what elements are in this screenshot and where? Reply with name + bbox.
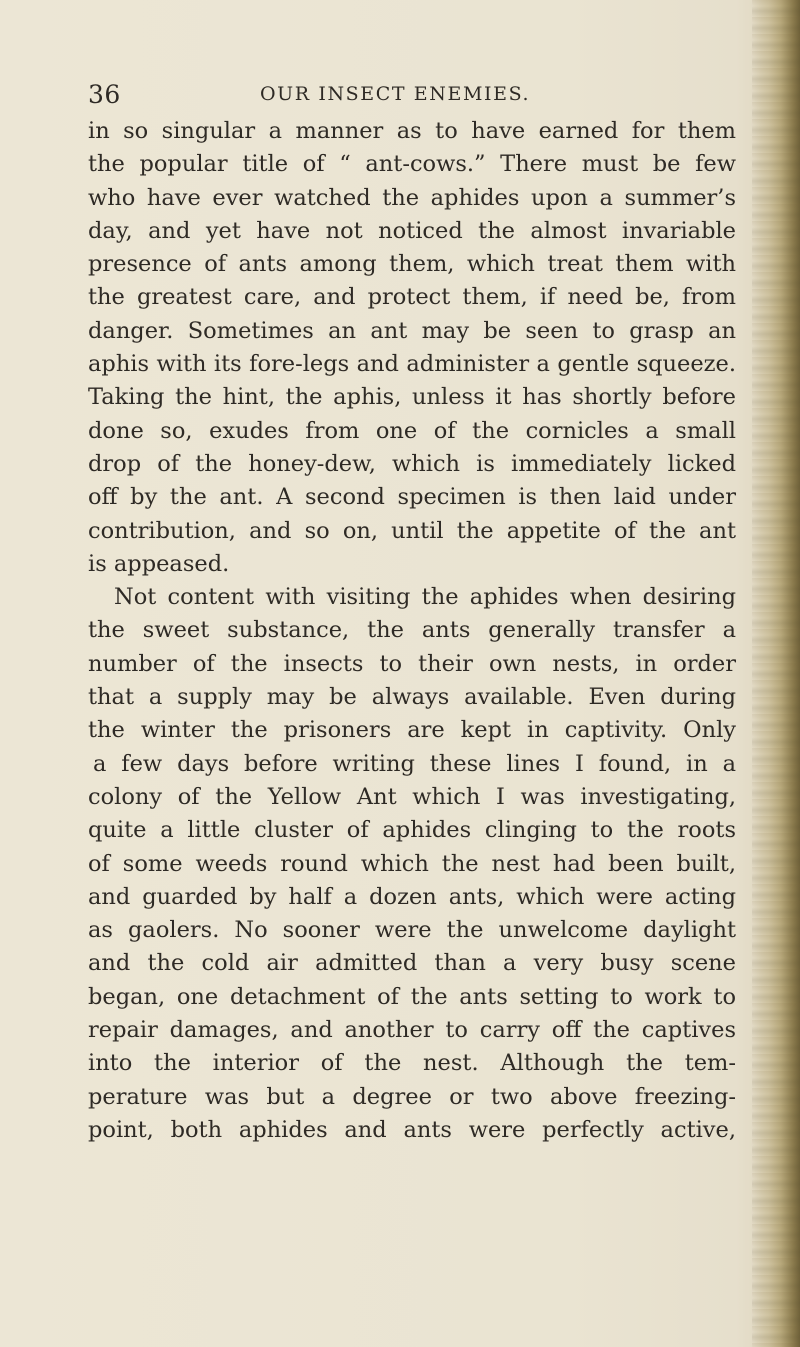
text-line: colony of the Yellow Ant which I was investigating, [88,783,736,810]
text-line: day, and yet have not noticed the almost invariable [88,217,736,244]
text-line: off by the ant. A second specimen is then laid under [88,484,736,511]
text-line: Taking the hint, the aphis, unless it has shortly before [88,384,736,411]
page-number: 36 [88,80,121,109]
text-line: as gaolers. No sooner were the unwelcome daylight [88,917,736,944]
text-line: the greatest care, and protect them, if need be, from [88,284,736,311]
text-line: is appeased. [88,550,230,577]
text-line: began, one detachment of the ants setting to work to [88,983,736,1010]
text-line: quite a little cluster of aphides clinging to the roots [88,817,736,844]
paragraph-start-line: Not content with visiting the aphides when desiring [114,584,736,611]
text-line: point, both aphides and ants were perfectly active, [88,1116,736,1143]
text-line: that a supply may be always available. Even during [88,684,736,711]
text-line: in so singular a manner as to have earned for them [88,118,736,144]
text-line: the sweet substance, the ants generally transfer a [88,617,736,644]
text-line: danger. Sometimes an ant may be seen to grasp an [88,317,736,344]
text-line: and guarded by half a dozen ants, which were acting [88,883,736,910]
text-line: the winter the prisoners are kept in captivity. Only [88,717,736,744]
text-line: contribution, and so on, until the appetite of the ant [88,517,736,544]
text-line: number of the insects to their own nests, in order [88,650,736,677]
text-line: and the cold air admitted than a very busy scene [88,950,736,977]
text-line: perature was but a degree or two above freezing- [88,1083,736,1110]
body-text [88,115,736,1147]
text-line: done so, exudes from one of the cornicles a small [88,417,736,444]
text-line: drop of the honey-dew, which is immediately licked [88,450,736,477]
text-line: who have ever watched the aphides upon a summer’s [88,184,736,211]
page-header [88,80,738,114]
page-edge [752,0,800,1347]
text-line: presence of ants among them, which treat them with [88,251,736,278]
running-title: OUR INSECT ENEMIES. [260,83,531,105]
text-line: repair damages, and another to carry off the captives [88,1017,736,1044]
text-line: aphis with its fore-legs and administer a gentle squeeze. [88,351,736,378]
text-line: the popular title of “ ant-cows.” There must be few [88,151,736,178]
text-line: a few days before writing these lines I found, in a [93,750,736,777]
text-line: of some weeds round which the nest had been built, [88,850,736,877]
text-line: into the interior of the nest. Although the tem- [88,1050,736,1077]
